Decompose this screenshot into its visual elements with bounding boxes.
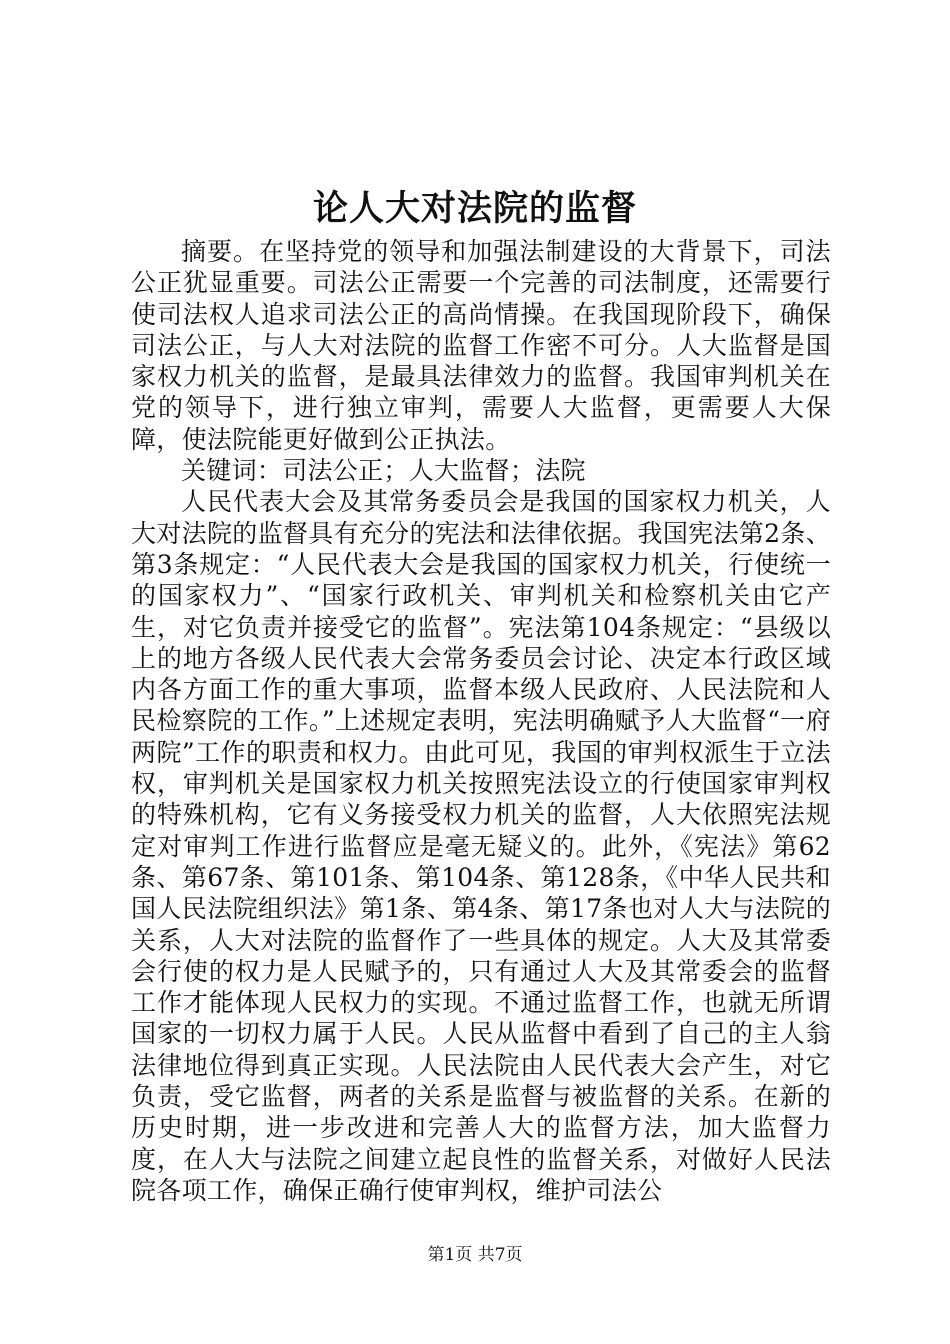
page-number-footer: 第1页 共7页 — [427, 1245, 523, 1265]
body-paragraph: 人民代表大会及其常务委员会是我国的国家权力机关，人大对法院的监督具有充分的宪法和法律依据。我国宪法第2条、第3条规定：“人民代表大会是我国的国家权力机关，行使统一的国家权力”、“国家行政机关、审判机关和检察机关由它产生，对它负责并接受它的监督”。宪法第104条规定：“县级以上的地方各级人民代表大会常务委员会讨论、决定本行政区域内各方面工作的重大事项，监督本级人民政府、人民法院和人民检察院的工作。”上述规定表明，宪法明确赋予人大监督“一府两院”工作的职责和权力。由此可见，我国的审判权派生于立法权，审判机关是国家权力机关按照宪法设立的行使国家审判权的特殊机构，它有义务接受权力机关的监督，人大依照宪法规定对审判工作进行监督应是毫无疑义的。此外，《宪法》第62条、第67条、第101条、第104条、第128条，《中华人民共和国人民法院组织法》第1条、第4条、第17条也对人大与法院的关系，人大对法院的监督作了一些具体的规定。人大及其常委会行使的权力是人民赋予的，只有通过人大及其常委会的监督工作才能体现人民权力的实现。不通过监督工作，也就无所谓国家的一切权力属于人民。人民从监督中看到了自己的主人翁法律地位得到真正实现。人民法院由人民代表大会产生，对它负责，受它监督，两者的关系是监督与被监督的关系。在新的历史时期，进一步改进和完善人大的监督方法，加大监督力度，在人大与法院之间建立起良性的监督关系，对做好人民法院各项工作，确保正确行使审判权，维护司法公 — [131, 487, 831, 1205]
keywords-paragraph: 关键词：司法公正；人大监督；法院 — [181, 456, 586, 486]
document-body — [131, 236, 831, 1206]
document-title: 论人大对法院的监督 — [312, 188, 637, 229]
abstract-paragraph: 摘要。在坚持党的领导和加强法制建设的大背景下，司法公正犹显重要。司法公正需要一个完善的司法制度，还需要行使司法权人追求司法公正的高尚情操。在我国现阶段下，确保司法公正，与人大对法院的监督工作密不可分。人大监督是国家权力机关的监督，是最具法律效力的监督。我国审判机关在党的领导下，进行独立审判，需要人大监督，更需要人大保障，使法院能更好做到公正执法。 — [131, 237, 831, 454]
